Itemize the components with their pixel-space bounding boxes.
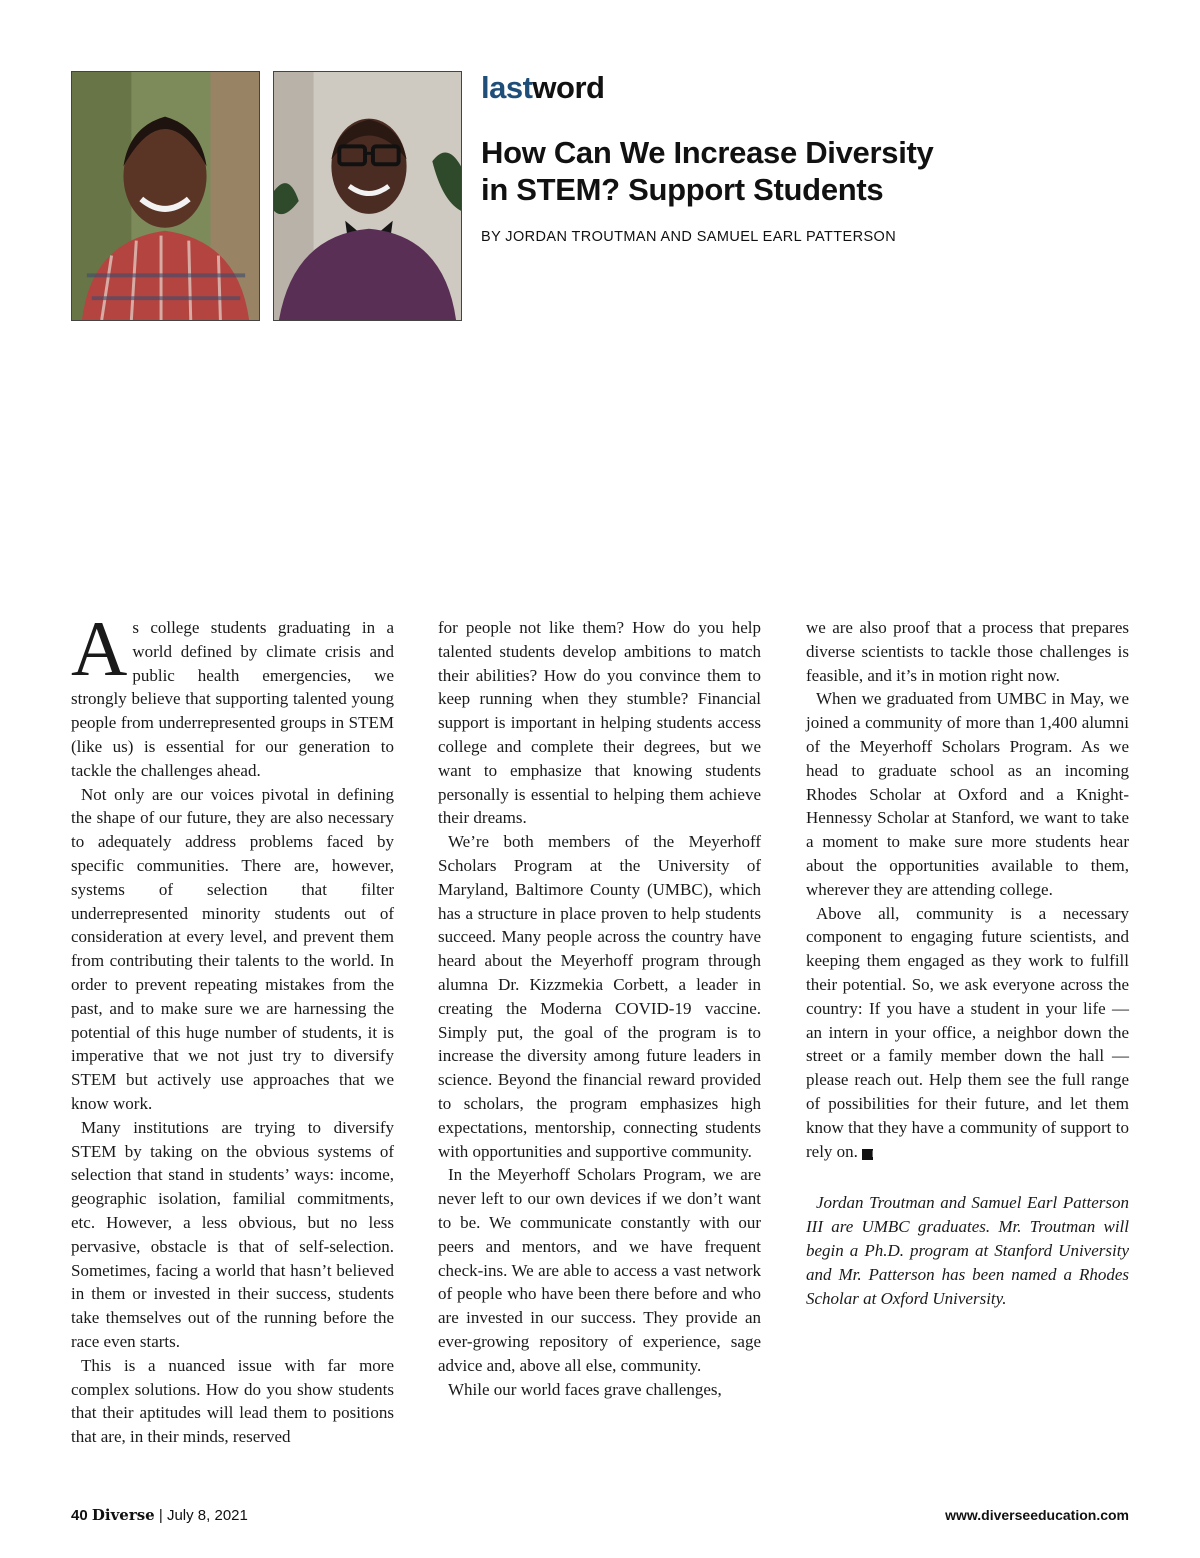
headline-line-2: in STEM? Support Students xyxy=(481,172,884,207)
article-column-2 xyxy=(438,616,761,1401)
paragraph-4-start: This is a nuanced issue with far more complex solutions. How do you show students that their aptitudes will lead them to positions that are, in their minds, reserved xyxy=(71,1355,394,1447)
paragraph-6: In the Meyerhoff Scholars Program, we are never left to our own devices if we don’t want to be. We communicate constantly with our peers and mentors, and we have frequent check-ins. We are able to access a vast network of people who have been there before and who are invested in our success. They provide an ever-growing repository of experience, sage advice and, above all else, community. xyxy=(438,1165,761,1375)
paragraph-1 xyxy=(71,605,394,783)
paragraph-9 xyxy=(806,902,1129,1164)
website-url: www.diverseeducation.com xyxy=(945,1507,1129,1523)
paragraph-3: Many institutions are trying to diversify STEM by taking on the obvious systems of selection that stand in students’ ways: income, geographic isolation, familial commitments, etc. However, a less obvious, but no less pervasive, obstacle is that of self-selection. Sometimes, facing a world that hasn’t believed in them or invested in their success, students take themselves out of the running before the race even starts. xyxy=(71,1117,394,1351)
paragraph-1-text: s college students graduating in a world defined by climate crisis and public health emergencies, we strongly believe that supporting talented young people from underrepresented groups in STEM (like us) is essential for our generation to tackle the challenges ahead. xyxy=(71,618,394,780)
headline xyxy=(481,134,1041,208)
drop-cap: A xyxy=(71,605,128,692)
portrait-illustration xyxy=(72,72,259,320)
paragraph-2: Not only are our voices pivotal in defining the shape of our future, they are also necessary to adequately address problems faced by specific communities. There are, however, systems of selection that filter underrepresented minority students out of consideration at every level, and prevent them from contributing their talents to the world. In order to prevent repeating mistakes from the past, and to make sure we are harnessing the potential of this huge number of students, it is imperative that we not just try to diversify STEM but actively use approaches that we know work. xyxy=(71,784,394,1113)
paragraph-7-continued: we are also proof that a process that prepares diverse scientists to tackle those challenges is feasible, and it’s in motion right now. xyxy=(806,618,1129,685)
portrait-illustration xyxy=(274,72,461,320)
headline-line-1: How Can We Increase Diversity xyxy=(481,135,934,170)
paragraph-4-continued: for people not like them? How do you help talented students develop ambitions to match their abilities? How do you convince them to keep running when they stumble? Financial support is important in helping students access college and complete their degrees, but we want to emphasize that knowing students personally is essential to helping them achieve their dreams. xyxy=(438,618,761,828)
author-bio: Jordan Troutman and Samuel Earl Patterson III are UMBC graduates. Mr. Troutman will begin a Ph.D. program at Stanford University and Mr. Patterson has been named a Rhodes Scholar at Oxford University. xyxy=(806,1193,1129,1308)
paragraph-5: We’re both members of the Meyerhoff Scholars Program at the University of Maryland, Baltimore County (UMBC), which has a structure in place proven to help students succeed. Many people across the country have heard about the Meyerhoff program through alumna Dr. Kizzmekia Corbett, a leader in creating the Moderna COVID-19 vaccine. Simply put, the goal of the program is to increase the diversity among future leaders in science. Beyond the financial reward provided to scholars, the program emphasizes high expectations, mentorship, connecting students with opportunities and supportive community. xyxy=(438,832,761,1161)
folio-separator: | xyxy=(158,1507,163,1524)
section-kicker xyxy=(481,70,604,106)
end-mark-icon: D xyxy=(862,1149,873,1160)
paragraph-7-start: While our world faces grave challenges, xyxy=(448,1379,722,1399)
paragraph-9-text: Above all, community is a necessary component to engaging future scientists, and keeping them engaged as they work to fulfill their potential. So, we ask everyone across the country: If you have a student in your life — an intern in your office, a neighbor down the street or a family member down the hall — please reach out. Help them see the full range of possibilities for their future, and let them know that they have a community of support to rely on. xyxy=(806,903,1129,1161)
footer-folio xyxy=(71,1506,248,1524)
kicker-word: word xyxy=(532,70,605,105)
page-number: 40 xyxy=(71,1507,88,1524)
article-column-1 xyxy=(71,605,394,1449)
article-column-3 xyxy=(806,616,1129,1310)
kicker-last: last xyxy=(481,70,533,105)
author-photo-jordan-troutman xyxy=(71,71,260,321)
byline: BY JORDAN TROUTMAN AND SAMUEL EARL PATTERSON xyxy=(481,229,897,245)
author-photo-samuel-patterson xyxy=(273,71,462,321)
paragraph-8: When we graduated from UMBC in May, we joined a community of more than 1,400 alumni of the Meyerhoff Scholars Program. As we head to graduate school as an incoming Rhodes Scholar at Oxford and a Knight-Hennessy Scholar at Stanford, we want to take a moment to make sure more students hear about the opportunities available to them, wherever they are attending college. xyxy=(806,689,1129,899)
issue-date: July 8, 2021 xyxy=(166,1507,248,1524)
magazine-name: Diverse xyxy=(91,1506,155,1524)
